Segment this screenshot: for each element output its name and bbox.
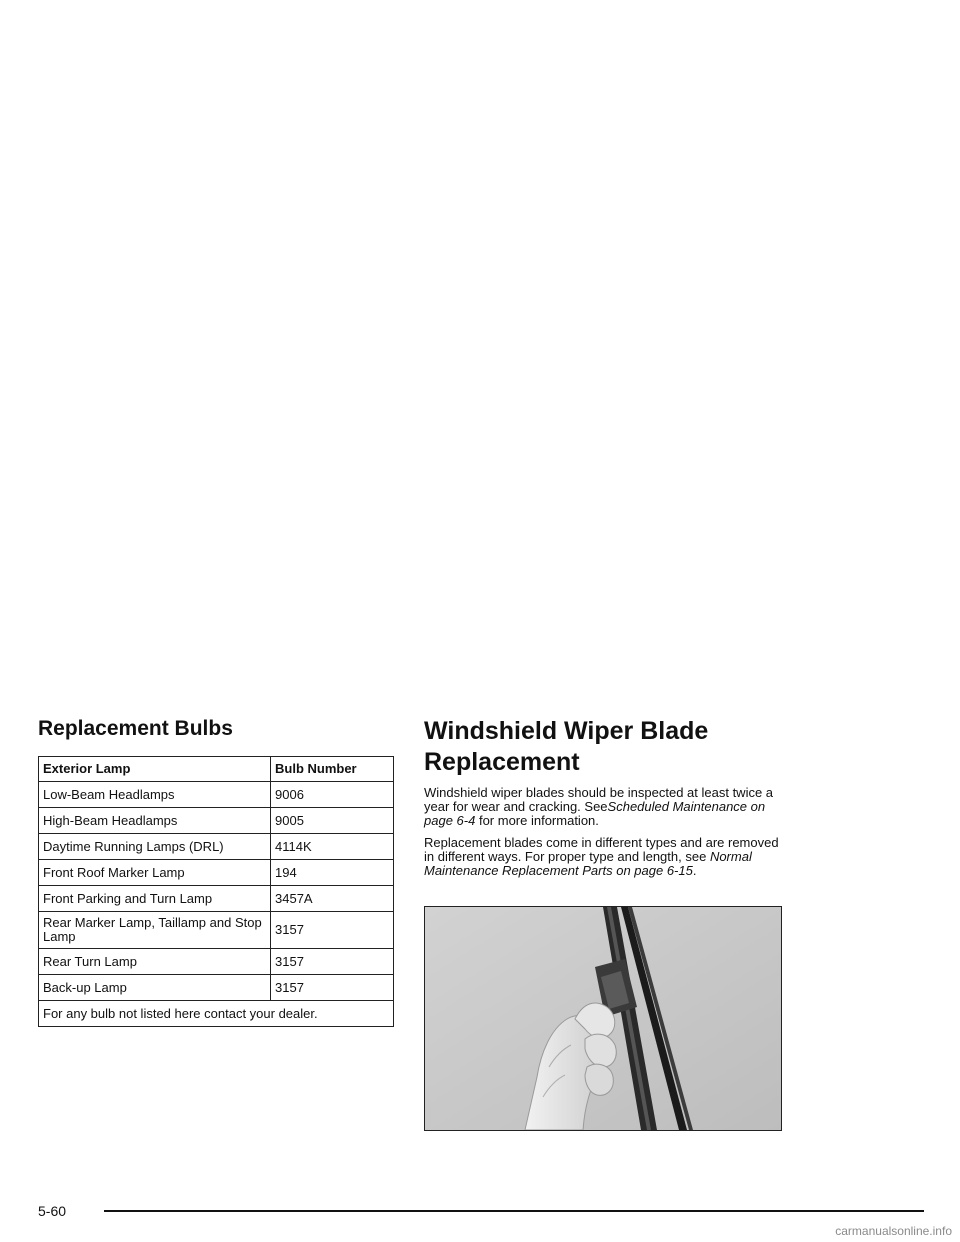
table-footnote-row <box>39 1001 394 1027</box>
bulb-cell: 194 <box>271 860 394 886</box>
bulb-cell: 4114K <box>271 834 394 860</box>
cross-reference-link[interactable]: Normal Maintenance Replacement Parts on page 6-15 <box>424 849 752 878</box>
watermark: carmanualsonline.info <box>835 1224 952 1238</box>
bulb-cell: 9006 <box>271 782 394 808</box>
section-title <box>424 716 782 778</box>
column-header-bulb-number: Bulb Number <box>271 757 394 782</box>
bulb-cell: 3157 <box>271 912 394 949</box>
table-row <box>39 975 394 1001</box>
cross-reference-link[interactable]: Scheduled Maintenance on page 6-4 <box>424 799 766 828</box>
title-line-2: Replacement <box>424 748 580 776</box>
bulb-cell: 3157 <box>271 975 394 1001</box>
lamp-cell: Daytime Running Lamps (DRL) <box>39 834 271 860</box>
text: Replacement blades come in different types and are removed in different ways. For proper type and length, see <box>424 835 779 864</box>
table-row <box>39 886 394 912</box>
lamp-cell: Rear Turn Lamp <box>39 949 271 975</box>
title-line-1: Windshield Wiper Blade <box>424 717 709 745</box>
bulb-table <box>38 756 394 1027</box>
lamp-cell: Front Roof Marker Lamp <box>39 860 271 886</box>
wiper-blade-section <box>424 716 782 878</box>
lamp-cell: Front Parking and Turn Lamp <box>39 886 271 912</box>
footer-rule <box>104 1210 924 1212</box>
paragraph-replacement <box>424 836 782 878</box>
section-title: Replacement Bulbs <box>38 717 233 740</box>
table-header-row <box>39 757 394 782</box>
bulb-cell: 9005 <box>271 808 394 834</box>
replacement-bulbs-section <box>38 716 394 1027</box>
table-footnote: For any bulb not listed here contact your dealer. <box>39 1001 394 1027</box>
table-row <box>39 860 394 886</box>
wiper-blade-illustration <box>424 906 782 1131</box>
table-row <box>39 834 394 860</box>
table-row <box>39 912 394 949</box>
table-row <box>39 782 394 808</box>
bulb-cell: 3157 <box>271 949 394 975</box>
lamp-cell: Low-Beam Headlamps <box>39 782 271 808</box>
paragraph-inspection <box>424 786 782 828</box>
text: for more information. <box>478 813 599 828</box>
text: Windshield wiper blades should be inspected at least twice a year for wear and cracking. See <box>424 785 774 814</box>
wiper-blade-drawing <box>425 907 781 1130</box>
table-row <box>39 808 394 834</box>
lamp-cell: Rear Marker Lamp, Taillamp and Stop Lamp <box>39 912 271 949</box>
column-header-exterior-lamp: Exterior Lamp <box>39 757 271 782</box>
lamp-cell: Back-up Lamp <box>39 975 271 1001</box>
lamp-cell: High-Beam Headlamps <box>39 808 271 834</box>
page-number: 5-60 <box>38 1203 67 1219</box>
table-row <box>39 949 394 975</box>
text: . <box>692 863 697 878</box>
bulb-cell: 3457A <box>271 886 394 912</box>
